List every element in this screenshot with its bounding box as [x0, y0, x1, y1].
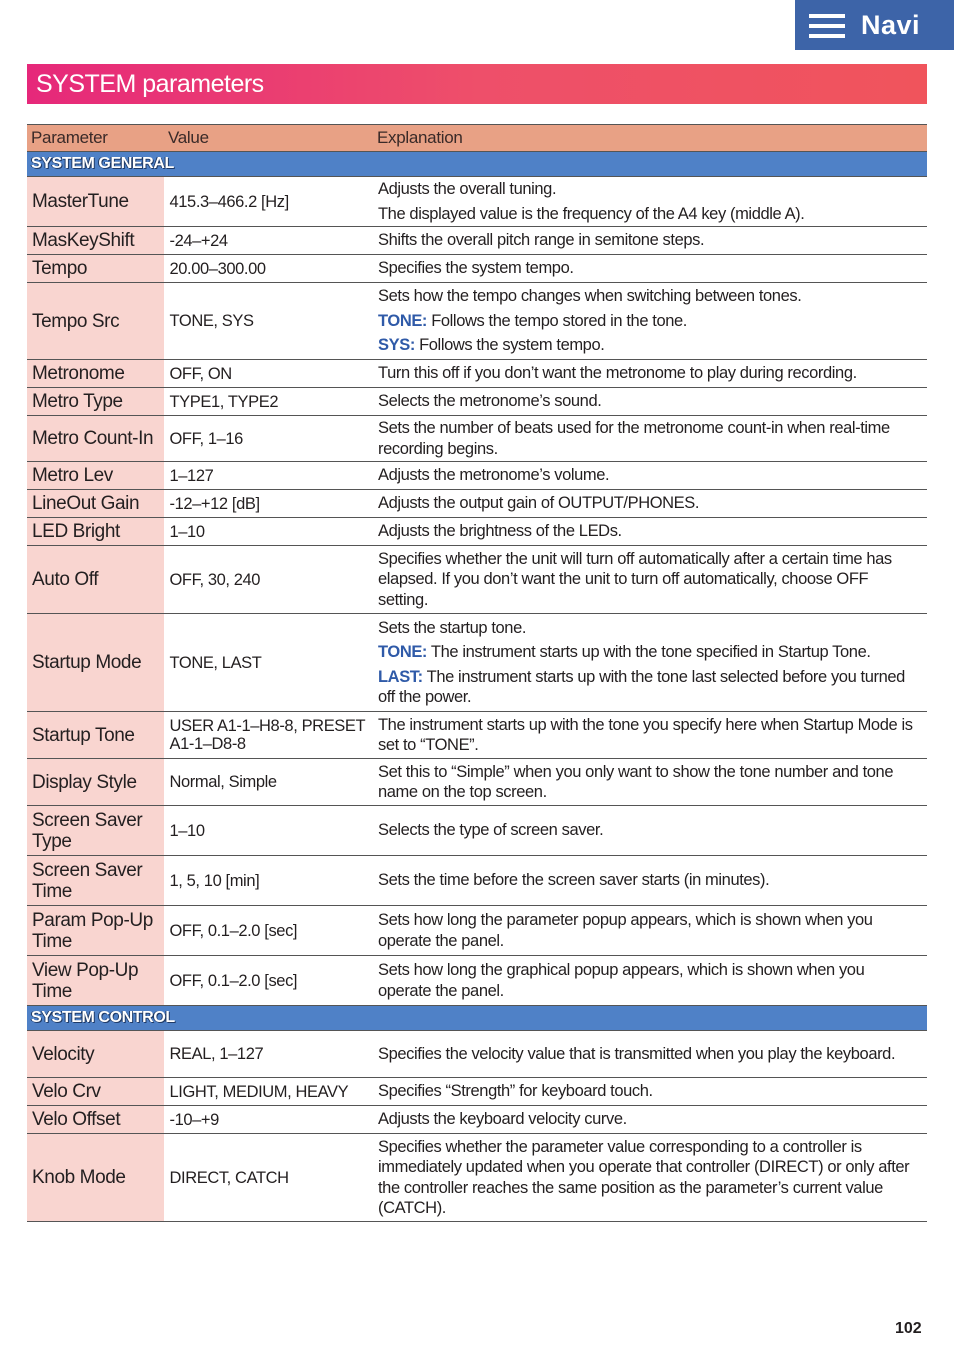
param-value: Normal, Simple [164, 759, 373, 806]
table-row [27, 462, 927, 490]
param-value: OFF, 0.1–2.0 [sec] [164, 906, 373, 956]
section-system-control [27, 1006, 927, 1031]
option-keyword: LAST: [378, 667, 423, 686]
table-row [27, 1134, 927, 1222]
param-explanation: Adjusts the keyboard velocity curve. [373, 1106, 927, 1134]
navi-button[interactable] [795, 0, 954, 50]
param-explanation: Selects the metronome’s sound. [373, 388, 927, 416]
param-explanation: Sets how long the graphical popup appears, which is shown when you operate the panel. [373, 956, 927, 1006]
explanation-line: Adjusts the overall tuning. [378, 180, 557, 198]
section-system-general [27, 152, 927, 177]
param-explanation: The instrument starts up with the tone you specify here when Startup Mode is set to “TONE”. [373, 712, 927, 759]
explanation-option [378, 667, 917, 708]
param-name: Metro Count-In [27, 416, 164, 462]
param-explanation: Adjusts the output gain of OUTPUT/PHONES. [373, 490, 927, 518]
table-row [27, 227, 927, 255]
param-name: MasKeyShift [27, 227, 164, 255]
param-explanation: Turn this off if you don’t want the metronome to play during recording. [373, 360, 927, 388]
param-name: Velocity [27, 1031, 164, 1078]
table-row [27, 546, 927, 614]
header-value: Value [164, 125, 373, 152]
table-row [27, 906, 927, 956]
param-value: -12–+12 [dB] [164, 490, 373, 518]
navi-label: Navi [861, 9, 921, 40]
option-text: The instrument starts up with the tone last selected before you turned off the power. [378, 667, 905, 706]
param-explanation: Specifies the velocity value that is transmitted when you play the keyboard. [373, 1031, 927, 1078]
param-name: Startup Mode [27, 614, 164, 712]
table-row [27, 416, 927, 462]
param-name: Metro Type [27, 388, 164, 416]
parameters-table [27, 124, 927, 1222]
param-value: -10–+9 [164, 1106, 373, 1134]
param-explanation: Selects the type of screen saver. [373, 806, 927, 856]
param-explanation: Sets how long the parameter popup appears, which is shown when you operate the panel. [373, 906, 927, 956]
param-name: Metro Lev [27, 462, 164, 490]
table-row [27, 614, 927, 712]
section-label: SYSTEM GENERAL [27, 152, 927, 177]
option-text: Follows the system tempo. [414, 336, 605, 355]
param-explanation: Sets the number of beats used for the metronome count-in when real-time recording begins. [373, 416, 927, 462]
header-parameter: Parameter [27, 125, 164, 152]
table-row [27, 518, 927, 546]
param-value: OFF, 0.1–2.0 [sec] [164, 956, 373, 1006]
param-name: Screen Saver Time [27, 856, 164, 906]
table-row [27, 956, 927, 1006]
param-name: View Pop-Up Time [27, 956, 164, 1006]
title-bar [27, 64, 927, 104]
table-row [27, 712, 927, 759]
table-row [27, 1106, 927, 1134]
explanation-line: Sets the startup tone. [378, 618, 527, 637]
param-name: Metronome [27, 360, 164, 388]
param-explanation: Adjusts the brightness of the LEDs. [373, 518, 927, 546]
table-row [27, 759, 927, 806]
param-name: Startup Tone [27, 712, 164, 759]
param-name: Velo Offset [27, 1106, 164, 1134]
param-name: Tempo [27, 255, 164, 283]
option-keyword: SYS: [378, 336, 415, 355]
param-name: LED Bright [27, 518, 164, 546]
option-keyword: TONE: [378, 311, 428, 330]
param-value: 1–10 [164, 518, 373, 546]
param-value: 1–10 [164, 806, 373, 856]
table-header-row [27, 125, 927, 152]
table-row [27, 490, 927, 518]
menu-icon [809, 10, 845, 40]
param-explanation: Adjusts the metronome’s volume. [373, 462, 927, 490]
param-value: DIRECT, CATCH [164, 1134, 373, 1222]
param-value: 1–127 [164, 462, 373, 490]
option-keyword: TONE: [378, 643, 428, 661]
param-explanation [373, 614, 927, 712]
table-row [27, 1031, 927, 1078]
page-title: SYSTEM parameters [36, 69, 264, 98]
table-row [27, 388, 927, 416]
option-text: Follows the tempo stored in the tone. [427, 311, 687, 330]
param-value: OFF, ON [164, 360, 373, 388]
param-value: OFF, 1–16 [164, 416, 373, 462]
param-explanation: Specifies whether the unit will turn off automatically after a certain time has elapsed. If you don’t want the unit to turn off automatically, choose OFF setting. [373, 546, 927, 614]
explanation-line: Sets how the tempo changes when switching between tones. [378, 287, 802, 306]
header-explanation: Explanation [373, 125, 927, 152]
param-value: 1, 5, 10 [min] [164, 856, 373, 906]
param-name: Param Pop-Up Time [27, 906, 164, 956]
table-row [27, 1078, 927, 1106]
table-row [27, 283, 927, 360]
param-explanation: Shifts the overall pitch range in semitone steps. [373, 227, 927, 255]
param-value: 415.3–466.2 [Hz] [164, 177, 373, 227]
param-explanation: Specifies the system tempo. [373, 255, 927, 283]
param-name: Display Style [27, 759, 164, 806]
param-name: MasterTune [27, 177, 164, 227]
param-name: Tempo Src [27, 283, 164, 360]
explanation-line: The displayed value is the frequency of the A4 key (middle A). [378, 204, 805, 223]
param-value: LIGHT, MEDIUM, HEAVY [164, 1078, 373, 1106]
table-row [27, 360, 927, 388]
param-explanation: Specifies “Strength” for keyboard touch. [373, 1078, 927, 1106]
section-label: SYSTEM CONTROL [27, 1006, 927, 1031]
param-value: 20.00–300.00 [164, 255, 373, 283]
param-value: TYPE1, TYPE2 [164, 388, 373, 416]
param-explanation [373, 177, 927, 227]
param-value: OFF, 30, 240 [164, 546, 373, 614]
explanation-option [378, 642, 917, 663]
explanation-option [378, 311, 917, 332]
param-name: LineOut Gain [27, 490, 164, 518]
param-explanation: Set this to “Simple” when you only want to show the tone number and tone name on the top screen. [373, 759, 927, 806]
explanation-option [378, 335, 917, 356]
param-explanation: Specifies whether the parameter value corresponding to a controller is immediately updated when you operate that controller (DIRECT) or only after the controller reaches the same position as the parameter’s current value (CATCH). [373, 1134, 927, 1222]
param-explanation: Sets the time before the screen saver starts (in minutes). [373, 856, 927, 906]
param-value: USER A1-1–H8-8, PRESET A1-1–D8-8 [164, 712, 373, 759]
param-name: Auto Off [27, 546, 164, 614]
table-row [27, 177, 927, 227]
table-row [27, 856, 927, 906]
param-value: REAL, 1–127 [164, 1031, 373, 1078]
param-value: TONE, LAST [164, 614, 373, 712]
param-name: Screen Saver Type [27, 806, 164, 856]
param-value: TONE, SYS [164, 283, 373, 360]
page-number: 102 [895, 1320, 922, 1337]
param-name: Velo Crv [27, 1078, 164, 1106]
param-explanation [373, 283, 927, 360]
table-row [27, 255, 927, 283]
table-row [27, 806, 927, 856]
param-name: Knob Mode [27, 1134, 164, 1222]
option-text: The instrument starts up with the tone specified in Startup Tone. [427, 643, 871, 661]
param-value: -24–+24 [164, 227, 373, 255]
